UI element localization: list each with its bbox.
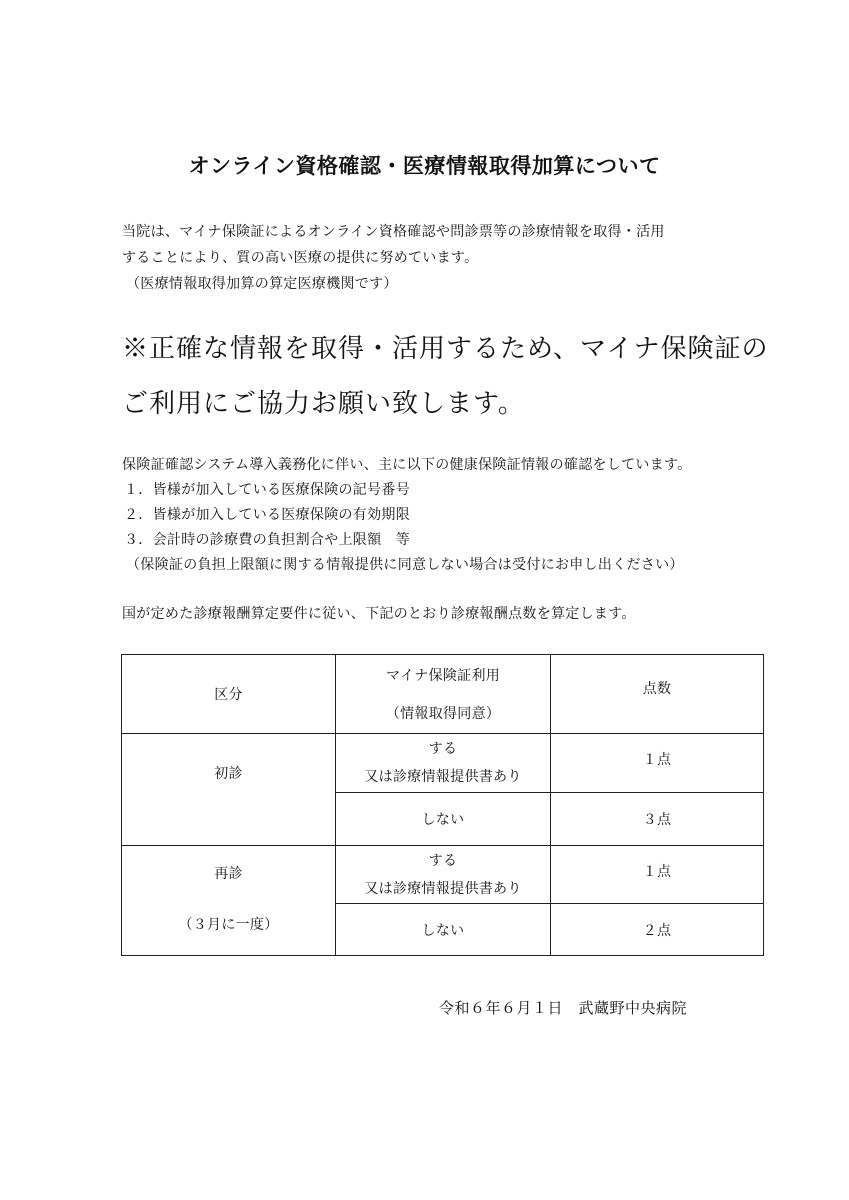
header-usage-cell xyxy=(336,655,551,734)
first-visit-yes-points-cell xyxy=(551,734,763,793)
first-visit-no-points-cell xyxy=(551,793,763,846)
header-category: 区分 xyxy=(214,687,243,703)
info-item-3: ３．会計時の診療費の負担割合や上限額 等 xyxy=(124,532,410,548)
first-visit-yes-line2: 又は診療情報提供書あり xyxy=(364,769,522,785)
revisit-no-points-cell xyxy=(551,904,763,955)
header-usage-line2: （情報取得同意） xyxy=(385,706,501,722)
revisit-yes-line1: する xyxy=(428,853,458,869)
first-visit-yes-cell xyxy=(336,734,551,793)
first-visit-yes-points: １点 xyxy=(642,752,672,768)
first-visit-label-cell xyxy=(122,734,336,846)
header-category-cell xyxy=(122,655,336,734)
first-visit-no-points: ３点 xyxy=(642,812,672,828)
highlight-line-1: ※正確な情報を取得・活用するため、マイナ保険証の xyxy=(122,334,769,364)
info-item-2: ２．皆様が加入している医療保険の有効期限 xyxy=(124,507,410,523)
intro-line-1: 当院は、マイナ保険証によるオンライン資格確認や問診票等の診療情報を取得・活用 xyxy=(122,224,665,240)
first-visit-no-cell xyxy=(336,793,551,846)
first-visit-yes-line1: する xyxy=(428,741,458,757)
first-visit-no: しない xyxy=(421,812,465,828)
revisit-no: しない xyxy=(421,923,465,939)
revisit-yes-points-cell xyxy=(551,846,763,904)
info-lead: 保険証確認システム導入義務化に伴い、主に以下の健康保険証情報の確認をしています。 xyxy=(122,457,692,473)
info-section xyxy=(122,453,691,578)
info-item-1: １．皆様が加入している医療保険の記号番号 xyxy=(124,482,410,498)
revisit-yes-points: １点 xyxy=(642,864,672,880)
header-points: 点数 xyxy=(642,681,672,697)
revisit-label-cell xyxy=(122,846,336,955)
intro-line-3: （医療情報取得加算の算定医療機関です） xyxy=(126,276,398,292)
header-points-cell xyxy=(551,655,763,734)
revisit-no-cell xyxy=(336,904,551,955)
revisit-yes-cell xyxy=(336,846,551,904)
fee-table xyxy=(121,654,764,956)
calc-statement: 国が定めた診療報酬算定要件に従い、下記のとおり診療報酬点数を算定します。 xyxy=(122,606,636,622)
header-usage-line1: マイナ保険証利用 xyxy=(385,668,501,684)
info-note: （保険証の負担上限額に関する情報提供に同意しない場合は受付にお申し出ください） xyxy=(126,557,684,573)
highlight-line-2: ご利用にご協力お願い致します。 xyxy=(122,389,525,419)
footer-date-issuer: 令和６年６月１日 武蔵野中央病院 xyxy=(439,999,688,1017)
revisit-yes-line2: 又は診療情報提供書あり xyxy=(364,881,522,897)
page-title: オンライン資格確認・医療情報取得加算について xyxy=(188,153,661,178)
intro-line-2: することにより、質の高い医療の提供に努めています。 xyxy=(122,250,479,266)
first-visit-label: 初診 xyxy=(214,766,243,782)
intro-paragraph xyxy=(122,219,665,297)
revisit-note: （３月に一度） xyxy=(178,917,279,933)
revisit-no-points: ２点 xyxy=(642,923,672,939)
revisit-label: 再診 xyxy=(214,866,243,882)
